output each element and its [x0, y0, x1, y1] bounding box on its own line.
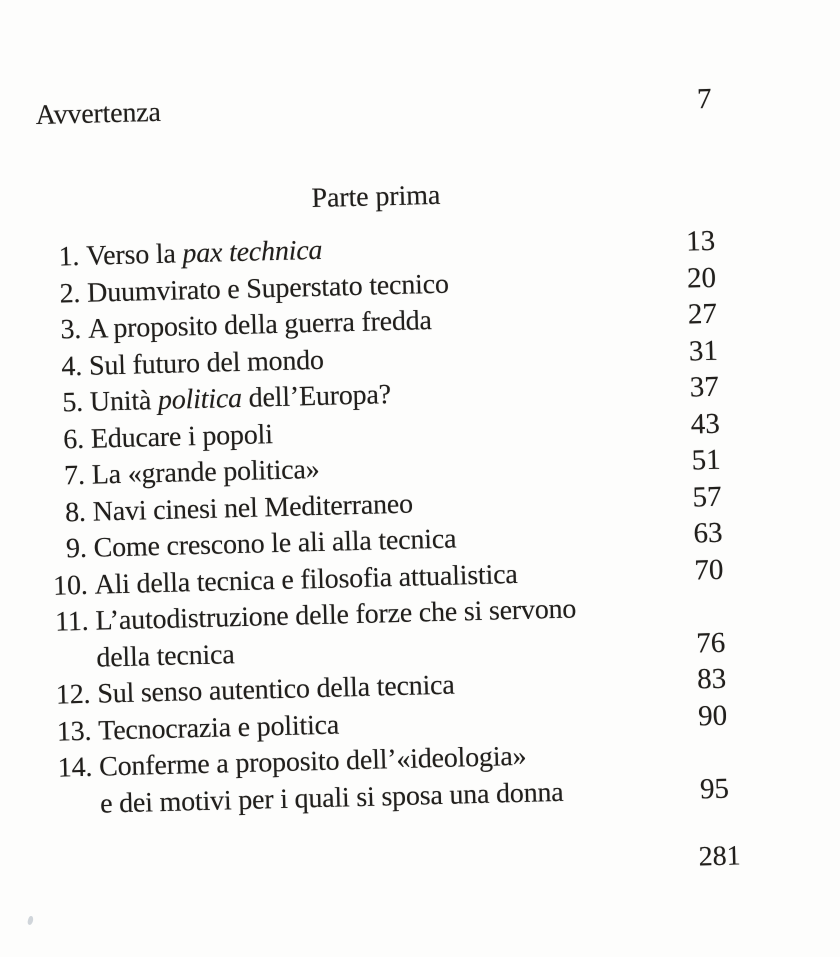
toc-entry-page: 7 — [696, 82, 712, 116]
toc-item-title: Tecnocrazia e politica — [97, 709, 340, 747]
toc-item-page: 13 — [685, 224, 716, 258]
toc-item-title: Sul senso autentico della tecnica — [96, 669, 455, 710]
toc-item-list — [39, 223, 730, 824]
title-text: Verso la — [85, 238, 183, 272]
toc-item-page: 51 — [691, 443, 722, 477]
toc-item-number: 8. — [64, 496, 87, 528]
toc-item-number: 7. — [63, 459, 86, 492]
toc-item-title: Navi cinesi nel Mediterraneo — [92, 488, 414, 528]
toc-item-number: 6. — [62, 423, 85, 455]
toc-item-page: 95 — [699, 772, 730, 805]
toc-item-title: La «grande politica» — [91, 453, 320, 491]
title-line-2: della tecnica — [96, 638, 235, 674]
toc-item-title: Duumvirato e Superstato tecnico — [86, 268, 450, 309]
toc-item-number: 10. — [52, 569, 88, 602]
toc-item-title: A proposito della guerra fredda — [87, 305, 433, 345]
toc-item-title: Ali della tecnica e filosofia attualistica — [94, 558, 518, 601]
title-line-1: Conferme a proposito dell’«ideologia» — [98, 740, 527, 783]
toc-item-page: 57 — [692, 480, 722, 513]
toc-item-number: 4. — [61, 350, 83, 382]
toc-item-number: 3. — [60, 313, 82, 346]
title-text: Unità — [89, 384, 159, 418]
toc-entry-label: Avvertenza — [35, 96, 162, 131]
folio-row — [54, 838, 741, 891]
toc-entry-avvertenza — [35, 81, 712, 134]
toc-item-number: 13. — [56, 715, 92, 748]
title-line-2: e dei motivi per i quali si sposa una donna — [99, 776, 564, 820]
toc-item-number: 12. — [55, 678, 91, 711]
toc-item-number: 11. — [54, 605, 89, 638]
title-italic-text: pax technica — [182, 234, 323, 270]
toc-item-page: 27 — [687, 297, 718, 331]
section-heading: Parte prima — [311, 179, 441, 215]
toc-item-page: 90 — [697, 699, 728, 732]
toc-item-number: 2. — [59, 277, 81, 309]
title-text: dell’Europa? — [241, 379, 392, 414]
toc-item-number: 14. — [57, 751, 93, 784]
toc-item-number: 5. — [61, 386, 84, 419]
toc-item-title: Sul futuro del mondo — [88, 344, 325, 382]
scan-artifact-speck — [27, 915, 35, 925]
toc-item-page: 31 — [688, 334, 719, 368]
title-line-1: L’autodistruzione delle forze che si servono — [95, 593, 577, 637]
folio-page-number: 281 — [698, 840, 742, 873]
toc-item-title: Come crescono le ali alla tecnica — [93, 523, 457, 564]
toc-item-page: 83 — [696, 662, 727, 696]
toc-item-title — [99, 735, 670, 822]
title-italic-text: politica — [157, 382, 243, 416]
toc-item-page: 63 — [693, 516, 723, 550]
toc-item-page: 76 — [695, 626, 726, 659]
toc-item-number: 1. — [58, 240, 80, 273]
toc-item-number: 9. — [65, 532, 88, 565]
toc-item-page: 20 — [686, 261, 717, 295]
toc-item-page: 43 — [690, 407, 721, 441]
toc-item-page: 70 — [694, 553, 724, 586]
toc-item-title: Educare i popoli — [90, 418, 274, 455]
toc-item-page: 37 — [689, 370, 720, 404]
table-of-contents — [35, 71, 742, 892]
